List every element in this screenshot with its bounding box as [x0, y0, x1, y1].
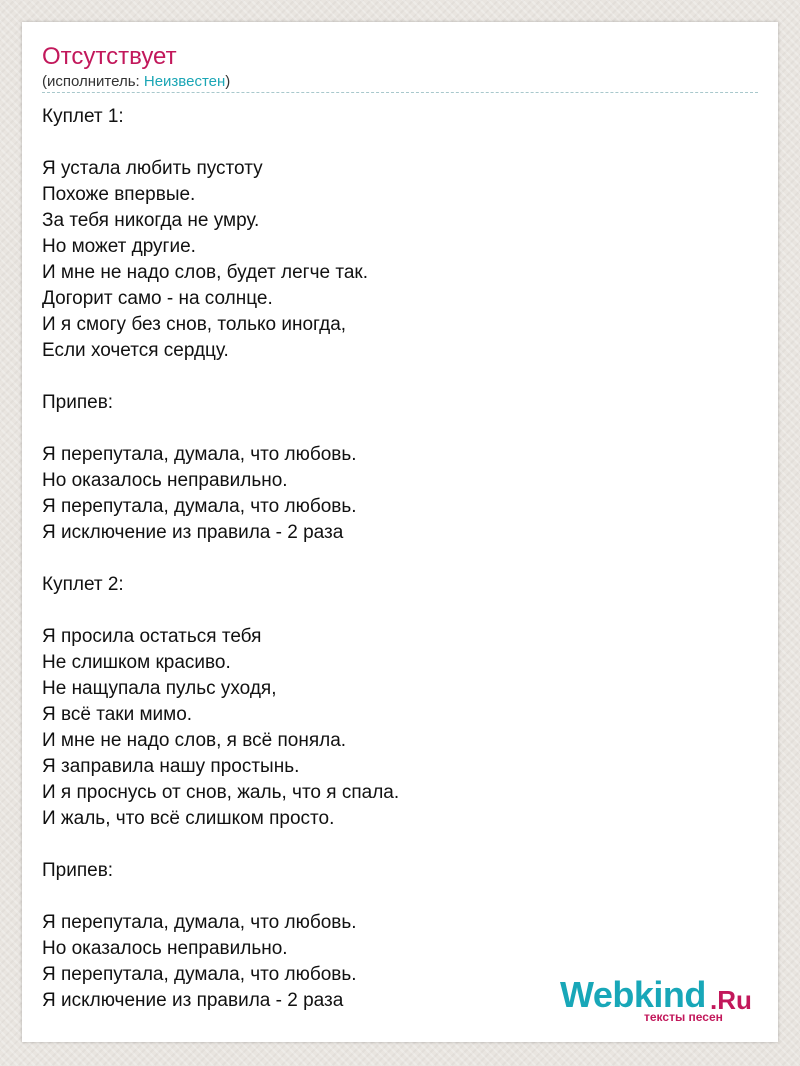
lyric-blank-line: [42, 130, 742, 156]
lyrics-page: [22, 22, 778, 1042]
logo-tagline: тексты песен: [644, 1010, 723, 1024]
lyric-line: И я проснусь от снов, жаль, что я спала.: [42, 782, 400, 803]
logo-tld: .Ru: [710, 985, 752, 1015]
performer-suffix: ): [225, 73, 231, 90]
lyric-blank-line: [42, 364, 742, 390]
lyric-line: Я просила остаться тебя: [42, 626, 262, 647]
lyric-line: За тебя никогда не умру.: [42, 210, 260, 231]
lyric-line: Но может другие.: [42, 236, 196, 257]
performer-prefix: (исполнитель:: [42, 73, 144, 90]
lyric-line: Я перепутала, думала, что любовь.: [42, 912, 357, 933]
lyric-line: Не нащупала пульс уходя,: [42, 678, 277, 699]
lyric-blank-line: [42, 832, 742, 858]
artist-link[interactable]: Неизвестен: [143, 73, 226, 90]
lyric-line: Но оказалось неправильно.: [42, 470, 288, 491]
lyric-blank-line: [42, 884, 742, 910]
lyric-line: И мне не надо слов, будет легче так.: [42, 262, 368, 283]
lyric-line: Куплет 1:: [42, 106, 124, 127]
lyric-line: Я исключение из правила - 2 раза: [42, 990, 344, 1011]
lyric-line: Я перепутала, думала, что любовь.: [42, 964, 357, 985]
title-divider: [42, 92, 758, 93]
lyric-line: Но оказалось неправильно.: [42, 938, 288, 959]
lyric-line: Я исключение из правила - 2 раза: [42, 522, 344, 543]
lyric-blank-line: [42, 598, 742, 624]
lyric-line: Догорит само - на солнце.: [42, 288, 273, 309]
lyric-line: И мне не надо слов, я всё поняла.: [42, 730, 347, 751]
lyric-line: Я всё таки мимо.: [42, 704, 193, 725]
lyric-line: Куплет 2:: [42, 574, 124, 595]
song-title: Отсутствует: [42, 43, 177, 70]
performer-line: [42, 72, 230, 92]
lyric-line: Припев:: [42, 392, 114, 413]
lyric-line: Похоже впервые.: [42, 184, 196, 205]
lyric-line: Я устала любить пустоту: [42, 158, 263, 179]
lyric-line: Я перепутала, думала, что любовь.: [42, 496, 357, 517]
lyric-blank-line: [42, 416, 742, 442]
lyric-line: Не слишком красиво.: [42, 652, 231, 673]
lyric-blank-line: [42, 546, 742, 572]
lyric-line: Припев:: [42, 860, 114, 881]
logo-brand: Webkind: [560, 974, 706, 1015]
lyric-line: Я перепутала, думала, что любовь.: [42, 444, 357, 465]
lyric-line: И жаль, что всё слишком просто.: [42, 808, 335, 829]
webkind-logo: [560, 975, 760, 1025]
lyrics-body: [42, 104, 742, 1014]
lyric-line: И я смогу без снов, только иногда,: [42, 314, 347, 335]
lyric-line: Я заправила нашу простынь.: [42, 756, 300, 777]
lyric-line: Если хочется сердцу.: [42, 340, 229, 361]
